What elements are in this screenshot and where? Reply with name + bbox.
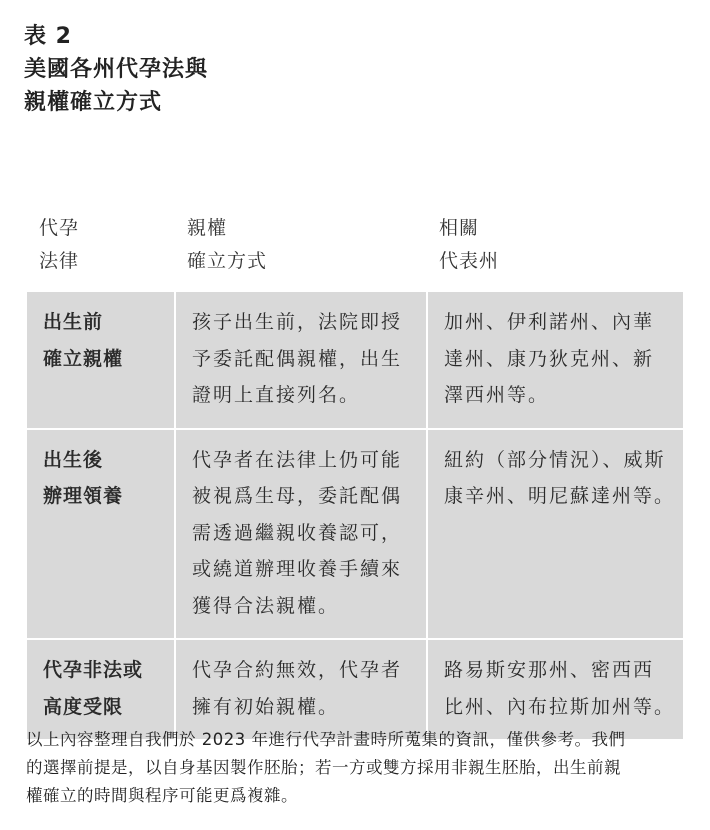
method-cell: 代孕合約無效，代孕者 擁有初始親權。	[175, 639, 427, 740]
law-cell: 出生後 辦理領養	[27, 429, 175, 640]
header-states: 相關 代表州	[439, 217, 500, 272]
header-method: 親權 確立方式	[187, 217, 268, 272]
table-row	[27, 639, 683, 740]
method-cell: 代孕者在法律上仍可能 被視爲生母，委託配偶 需透過繼親收養認可， 或繞道辦理收養手續來 獲得合法親權。	[175, 429, 427, 640]
law-cell: 出生前 確立親權	[27, 292, 175, 429]
title-line-2: 親權確立方式	[24, 90, 163, 115]
method-cell: 孩子出生前，法院即授 予委託配偶親權，出生 證明上直接列名。	[175, 292, 427, 429]
states-cell: 紐約（部分情況）、威斯 康辛州、明尼蘇達州等。	[427, 429, 683, 640]
table-title	[24, 20, 208, 119]
table-row	[27, 429, 683, 640]
header-law: 代孕 法律	[39, 217, 80, 272]
table-row	[27, 292, 683, 429]
surrogacy-law-table	[27, 208, 683, 741]
footnote: 以上內容整理自我們於 2023 年進行代孕計畫時所蒐集的資訊，僅供參考。我們 的選擇前提是，以自身基因製作胚胎；若一方或雙方採用非親生胚胎，出生前親 權確立的時間與程序可能更爲複雜。	[26, 730, 626, 805]
states-cell: 路易斯安那州、密西西 比州、內布拉斯加州等。	[427, 639, 683, 740]
states-cell: 加州、伊利諾州、內華 達州、康乃狄克州、新 澤西州等。	[427, 292, 683, 429]
header-row	[27, 208, 683, 292]
law-cell: 代孕非法或 高度受限	[27, 639, 175, 740]
title-line-1: 美國各州代孕法與	[24, 57, 209, 82]
table-number: 表 2	[24, 24, 72, 49]
